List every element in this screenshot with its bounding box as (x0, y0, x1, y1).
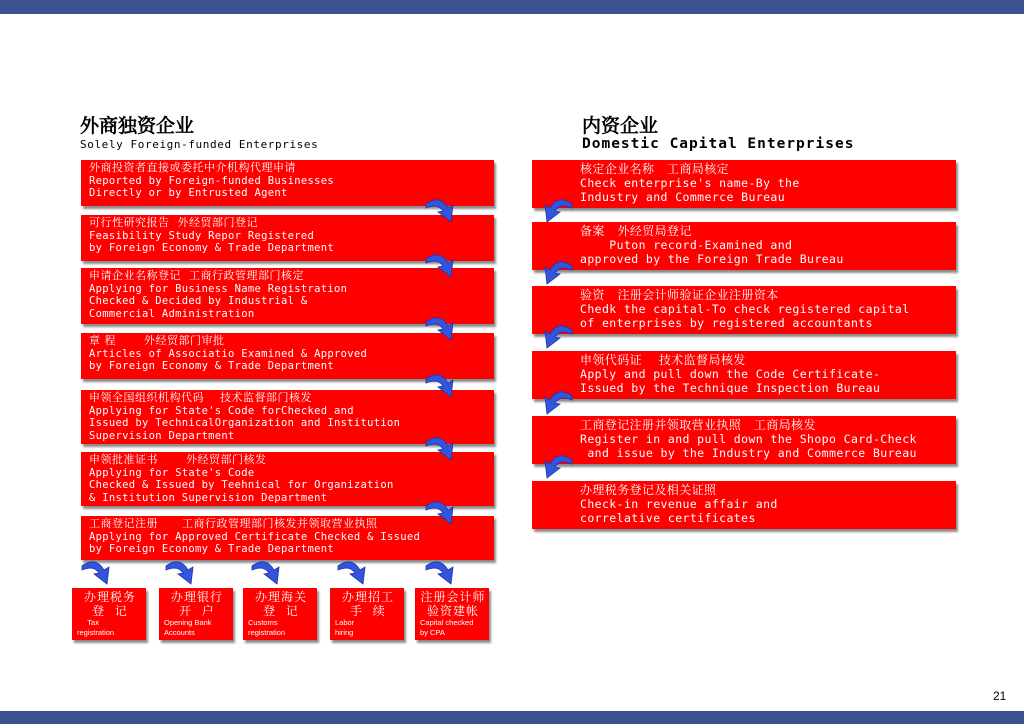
left-step-line: Checked & Decided by Industrial & (89, 295, 308, 308)
left-step-line: Reported by Foreign-funded Businesses (89, 174, 334, 187)
right-step-line: 工商登记注册并领取营业执照 工商局核发 (580, 418, 816, 432)
left-step-line: by Foreign Economy & Trade Department (89, 543, 334, 556)
right-title-en: Domestic Capital Enterprises (582, 136, 855, 152)
right-step-5 (532, 416, 956, 464)
right-step-line: 办理税务登记及相关证照 (580, 483, 717, 497)
right-step-line: Register in and pull down the Shopo Card-Check (580, 432, 917, 446)
curved-arrow-icon (336, 558, 372, 588)
left-step-line: Directly or by Entrusted Agent (89, 187, 288, 200)
bottom-bar (0, 711, 1024, 724)
left-step-line: Applying for State's Code (89, 466, 255, 479)
bottom-step-4 (330, 588, 404, 640)
curved-arrow-icon (538, 452, 574, 482)
bottom-step-en: Accounts (164, 628, 195, 637)
left-step-line: by Foreign Economy & Trade Department (89, 242, 334, 255)
curved-arrow-icon (424, 314, 460, 344)
top-bar (0, 0, 1024, 14)
right-step-3 (532, 286, 956, 334)
bottom-step-en: Customs (248, 618, 278, 627)
left-step-line: Checked & Issued by Teehnical for Organization (89, 479, 394, 492)
bottom-step-subtitle: 登 记 (92, 604, 128, 618)
bottom-step-1 (72, 588, 146, 640)
right-step-2 (532, 222, 956, 270)
curved-arrow-icon (424, 434, 460, 464)
page-number: 21 (993, 689, 1007, 703)
right-step-line: correlative certificates (580, 511, 756, 525)
bottom-step-title: 办理银行 (170, 590, 223, 604)
right-step-line: Issued by the Technique Inspection Bureau (580, 381, 881, 395)
curved-arrow-icon (250, 558, 286, 588)
curved-arrow-icon (538, 258, 574, 288)
left-step-line: Feasibility Study Repor Registered (89, 229, 315, 242)
right-step-line: 备案 外经贸局登记 (580, 224, 692, 238)
bottom-step-title: 办理海关 (254, 590, 307, 604)
curved-arrow-icon (424, 558, 460, 588)
bottom-step-en: registration (248, 628, 286, 637)
left-step-line: 可行性研究报告 外经贸部门登记 (89, 216, 258, 229)
left-step-line: Articles of Associatio Examined & Approved (89, 347, 368, 360)
left-step-line: 外商投资者直接或委托中介机构代理申请 (89, 161, 296, 174)
bottom-step-subtitle: 验资建帐 (426, 604, 479, 618)
right-step-line: Puton record-Examined and (580, 238, 793, 252)
right-step-line: and issue by the Industry and Commerce Bureau (580, 446, 917, 460)
curved-arrow-icon (538, 388, 574, 418)
left-step-line: Applying for State's Code forChecked and (89, 404, 354, 417)
right-step-line: 验资 注册会计师验证企业注册资本 (580, 288, 779, 302)
left-step-line: 申领批准证书 外经贸部门核发 (89, 453, 267, 466)
curved-arrow-icon (424, 196, 460, 226)
right-step-line: of enterprises by registered accountants (580, 316, 873, 330)
left-title-en: Solely Foreign-funded Enterprises (80, 138, 319, 151)
left-step-line: by Foreign Economy & Trade Department (89, 360, 334, 373)
bottom-step-en: Labor (335, 618, 355, 627)
left-step-line: 章 程 外经贸部门审批 (89, 334, 225, 347)
right-step-line: Apply and pull down the Code Certificate- (580, 367, 881, 381)
right-step-4 (532, 351, 956, 399)
bottom-step-title: 注册会计师 (420, 590, 486, 604)
bottom-step-en: Tax (77, 618, 99, 627)
left-step-line: & Institution Supervision Department (89, 491, 328, 504)
bottom-step-subtitle: 登 记 (263, 604, 299, 618)
curved-arrow-icon (80, 558, 116, 588)
left-step-line: Supervision Department (89, 429, 235, 442)
right-step-line: approved by the Foreign Trade Bureau (580, 252, 844, 266)
curved-arrow-icon (424, 371, 460, 401)
left-step-line: Issued by TechnicalOrganization and Institution (89, 417, 401, 430)
right-step-line: 核定企业名称 工商局核定 (580, 162, 730, 176)
curved-arrow-icon (164, 558, 200, 588)
right-step-line: 申领代码证 技术监督局核发 (580, 353, 746, 367)
left-step-line: Applying for Business Name Registration (89, 282, 348, 295)
left-step-line: 申领全国组织机构代码 技术监督部门核发 (89, 391, 312, 404)
bottom-step-en: by CPA (420, 628, 445, 637)
bottom-step-en: registration (77, 628, 115, 637)
bottom-step-title: 办理税务 (83, 590, 136, 604)
right-step-line: Check enterprise's name-By the (580, 176, 800, 190)
bottom-step-5 (415, 588, 489, 640)
bottom-step-subtitle: 开 户 (179, 604, 215, 618)
right-step-line: Industry and Commerce Bureau (580, 190, 786, 204)
right-step-line: Check-in revenue affair and (580, 497, 778, 511)
bottom-step-en: hiring (335, 628, 354, 637)
curved-arrow-icon (424, 498, 460, 528)
left-step-line: Commercial Administration (89, 307, 255, 320)
curved-arrow-icon (424, 251, 460, 281)
curved-arrow-icon (538, 322, 574, 352)
bottom-step-en: Capital checked (420, 618, 474, 627)
left-step-line: 申请企业名称登记 工商行政管理部门核定 (89, 269, 304, 282)
right-step-line: Chedk the capital-To check registered capital (580, 302, 910, 316)
bottom-step-title: 办理招工 (341, 590, 394, 604)
right-title-zh: 内资企业 (582, 115, 659, 137)
left-title-zh: 外商独资企业 (80, 115, 195, 137)
curved-arrow-icon (538, 196, 574, 226)
bottom-step-3 (243, 588, 317, 640)
bottom-step-en: Opening Bank (164, 618, 212, 627)
right-step-1 (532, 160, 956, 208)
left-step-line: Applying for Approved Certificate Checked & Issued (89, 530, 421, 543)
left-step-line: 工商登记注册 工商行政管理部门核发并领取营业执照 (89, 517, 378, 530)
right-step-6 (532, 481, 956, 529)
bottom-step-2 (159, 588, 233, 640)
bottom-step-subtitle: 手 续 (350, 604, 386, 618)
